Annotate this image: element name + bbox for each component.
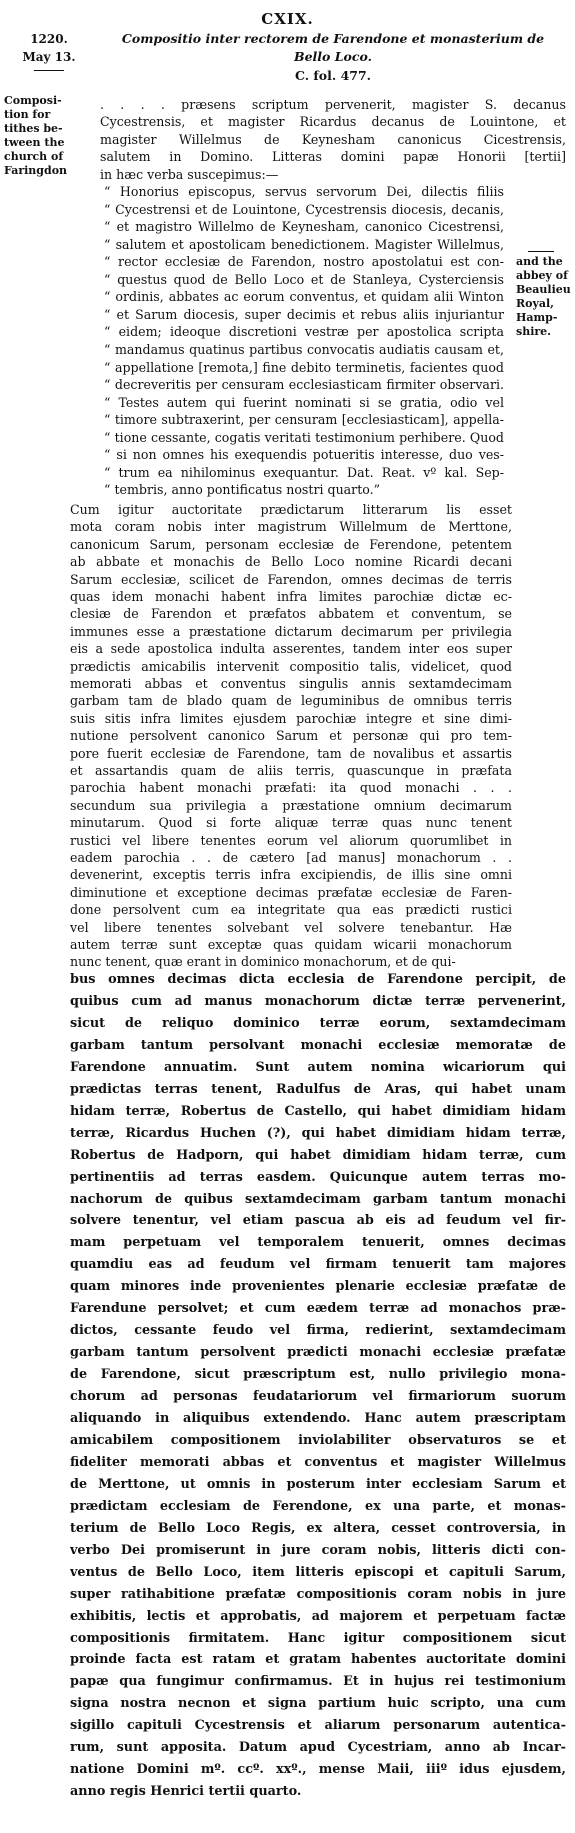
text-line: de Farendone, sicut præscriptum est, nullo privilegio mona- — [70, 1367, 566, 1383]
text-line: natione Domini mº. ccº. xxº., mense Maii, iiiº idus ejusdem, — [70, 1762, 566, 1778]
text-line: in hæc verba suscepimus:— — [100, 166, 279, 182]
text-line: sicut de reliquo dominico terræ eorum, sextamdecimam — [70, 1015, 566, 1031]
margin-note-line: Royal, — [516, 297, 555, 310]
text-line: mota coram nobis inter magistrum Willelmum de Merttone, — [70, 519, 512, 535]
margin-note-right — [516, 248, 574, 339]
text-line: dictos, cessante feudo vel firma, redierint, sextamdecimam — [70, 1323, 566, 1339]
text-line: “ Cycestrensi et de Louintone, Cycestrensis diocesis, decanis, — [104, 201, 504, 217]
text-line: “ trum ea nihilominus exequantur. Dat. Reat. vº kal. Sep- — [104, 464, 504, 480]
text-line: minutarum. Quod si forte aliquæ terræ quas nunc tenent — [70, 815, 512, 831]
text-line: exhibitis, lectis et approbatis, ad majorem et perpetuam factæ — [70, 1608, 566, 1624]
folio-reference: C. fol. 477. — [294, 68, 372, 83]
margin-note-line: Beaulieu — [516, 283, 571, 296]
date-divider — [34, 70, 64, 71]
text-line: immunes esse a præstatione dictarum decimarum per privilegia — [70, 623, 512, 639]
margin-note-line: tion for — [4, 108, 51, 121]
title-line: Bello Loco. — [294, 49, 372, 64]
document-number: CXIX. — [261, 10, 314, 28]
text-line: nunc tenent, quæ erant in dominico monachorum, et de qui- — [70, 954, 456, 970]
text-line: anno regis Henrici tertii quarto. — [70, 1784, 302, 1800]
text-line: Cum igitur auctoritate prædictarum litterarum lis esset — [70, 502, 512, 517]
text-line: quas idem monachi habent infra limites parochiæ dictæ ec- — [70, 589, 512, 604]
margin-note-line: church of — [4, 150, 64, 163]
text-line: secundum sua privilegia a præstatione omnium decimarum — [70, 797, 512, 813]
margin-note-line: and the — [516, 255, 563, 268]
text-line: “ eidem; ideoque discretioni vestræ per apostolica scripta — [104, 324, 504, 340]
text-line: “ si non omnes his exequendis potueritis interesse, duo ves- — [104, 447, 504, 463]
text-line: diminutione et exceptione decimas præfatæ ecclesiæ de Faren- — [70, 884, 512, 900]
text-line: garbam tam de blado quam de leguminibus de omnibus terris — [70, 693, 512, 709]
text-line: . . . . præsens scriptum pervenerit, magister S. decanus — [100, 97, 566, 112]
text-line: “ ordinis, abbates ac eorum conventus, et quidam alii Winton — [104, 289, 504, 305]
text-line: autem terræ sunt exceptæ quas quidam wicarii monachorum — [70, 937, 512, 952]
text-line: quam minores inde provenientes plenarie ecclesiæ præfatæ de — [70, 1279, 566, 1295]
text-line: ab abbate et monachis de Bello Loco nomine Ricardi decani — [70, 554, 512, 570]
text-line: Farendune persolvet; et cum eædem terræ ad monachos præ- — [70, 1301, 566, 1317]
text-line: super ratihabitione præfatæ compositionis coram nobis in jure — [70, 1586, 566, 1602]
text-line: “ Testes autem qui fuerint nominati si se gratia, odio vel — [104, 394, 504, 410]
document-title — [100, 30, 566, 66]
text-line: pertinentiis ad terras easdem. Quicunque autem terras mo- — [70, 1169, 566, 1185]
text-line: fideliter memorati abbas et conventus et magister Willelmus — [70, 1454, 566, 1470]
text-line: memorati abbas et conventus singulis annis sextamdecimam — [70, 676, 512, 691]
text-line: aliquando in aliquibus extendendo. Hanc autem præscriptam — [70, 1411, 566, 1426]
text-line: “ rector ecclesiæ de Farendon, nostro apostolatui est con- — [104, 254, 504, 270]
text-line: compositionis firmitatem. Hanc igitur compositionem sicut — [70, 1630, 566, 1646]
text-line: Robertus de Hadporn, qui habet dimidiam hidam terræ, cum — [70, 1147, 566, 1163]
date-year: 1220. — [30, 32, 68, 46]
text-line: “ mandamus quatinus partibus convocatis audiatis causam et, — [104, 341, 504, 357]
text-line: “ questus quod de Bello Loco et de Stanleya, Cysterciensis — [104, 271, 504, 287]
text-line: hidam terræ, Robertus de Castello, qui habet dimidiam hidam — [70, 1103, 566, 1119]
text-line: “ Honorius episcopus, servus servorum Dei, dilectis filiis — [104, 184, 504, 199]
margin-note-line: tween the — [4, 136, 65, 149]
text-line: ventus de Bello Loco, item litteris episcopi et capituli Sarum, — [70, 1564, 566, 1580]
text-line: proinde facta est ratam et gratam habentes auctoritate domini — [70, 1652, 566, 1668]
text-line: nutione persolvent canonico Sarum et personæ qui pro tem- — [70, 728, 512, 744]
text-line: magister Willelmus de Keynesham canonicus Cicestrensis, — [100, 131, 566, 147]
text-line: “ timore subtraxerint, per censuram [ecclesiasticam], appella- — [104, 412, 504, 428]
text-line: “ tembris, anno pontificatus nostri quarto.” — [104, 482, 381, 498]
text-line: quibus cum ad manus monachorum dictæ terræ pervenerint, — [70, 993, 566, 1009]
text-line: chorum ad personas feudatariorum vel firmariorum suorum — [70, 1389, 566, 1405]
text-line: salutem in Domino. Litteras domini papæ Honorii [tertii] — [100, 149, 566, 165]
text-line: suis sitis infra limites ejusdem parochiæ integre et sine dimi- — [70, 710, 512, 726]
text-line: sigillo capituli Cycestrensis et aliarum personarum autentica- — [70, 1718, 566, 1734]
margin-note-line: Composi- — [4, 94, 62, 107]
text-line: “ et magistro Willelmo de Keynesham, canonico Cicestrensi, — [104, 219, 504, 235]
title-line: Compositio inter rectorem de Farendone et monasterium de — [121, 31, 545, 46]
text-line: et assartandis quam de aliis terris, quascunque in præfata — [70, 763, 512, 778]
text-line: “ tione cessante, cogatis veritati testimonium perhibere. Quod — [104, 429, 504, 445]
text-line: “ decreveritis per censuram ecclesiasticam firmiter observari. — [104, 377, 504, 393]
margin-note-line: abbey of — [516, 269, 568, 282]
text-line: “ appellatione [remota,] fine debito terminetis, facientes quod — [104, 359, 504, 375]
text-line: devenerint, exceptis terris infra excipiendis, de illis sine omni — [70, 867, 512, 883]
text-line: Farendone annuatim. Sunt autem nomina wicariorum qui — [70, 1059, 566, 1075]
date-block — [6, 30, 92, 71]
text-line: “ et Sarum diocesis, super decimis et rebus aliis injuriantur — [104, 306, 504, 322]
text-line: eis a sede apostolica indulta asserentes, tandem inter eos super — [70, 641, 512, 657]
text-line: terium de Bello Loco Regis, ex altera, cesset controversia, in — [70, 1520, 566, 1536]
text-line: clesiæ de Farendon et præfatos abbatem et conventum, se — [70, 606, 512, 622]
text-line: terræ, Ricardus Huchen (?), qui habet dimidiam hidam terræ, — [70, 1125, 566, 1141]
text-line: “ salutem et apostolicam benedictionem. Magister Willelmus, — [104, 236, 504, 252]
text-line: quamdiu eas ad feudum vel firmam tenuerit tam majores — [70, 1257, 566, 1273]
text-line: garbam tantum persolvant monachi ecclesiæ memoratæ de — [70, 1037, 566, 1053]
margin-note-line: Faringdon — [4, 164, 68, 177]
text-line: rum, sunt apposita. Datum apud Cycestriam, anno ab Incar- — [70, 1740, 566, 1756]
text-line: mam perpetuam vel temporalem tenuerit, omnes decimas — [70, 1235, 566, 1251]
date-day: May 13. — [22, 50, 76, 64]
text-line: pore fuerit ecclesiæ de Farendone, tam de novalibus et assartis — [70, 745, 512, 761]
text-line: signa nostra necnon et signa partium huic scripto, una cum — [70, 1696, 566, 1712]
text-line: prædictas terras tenent, Radulfus de Aras, qui habet unam — [70, 1081, 566, 1097]
margin-note-left — [4, 94, 88, 178]
text-line: canonicum Sarum, personam ecclesiæ de Ferendone, petentem — [70, 536, 512, 552]
text-line: Cycestrensis, et magister Ricardus decanus de Louintone, et — [100, 114, 566, 130]
margin-note-line: shire. — [516, 325, 551, 338]
margin-note-line: tithes be- — [4, 122, 63, 135]
text-line: amicabilem compositionem inviolabiliter observaturos se et — [70, 1432, 566, 1448]
text-line: Sarum ecclesiæ, scilicet de Farendon, omnes decimas de terris — [70, 571, 512, 587]
text-line: prædictam ecclesiam de Ferendone, ex una parte, et monas- — [70, 1498, 566, 1514]
text-line: rustici vel libere tenentes eorum vel aliorum quorumlibet in — [70, 832, 512, 848]
text-line: garbam tantum persolvent prædicti monachi ecclesiæ præfatæ — [70, 1345, 566, 1361]
text-line: parochia habent monachi præfati: ita quod monachi . . . — [70, 780, 512, 796]
text-line: verbo Dei promiserunt in jure coram nobis, litteris dicti con- — [70, 1542, 566, 1558]
margin-note-line: Hamp- — [516, 311, 558, 324]
text-line: de Merttone, ut omnis in posterum inter ecclesiam Sarum et — [70, 1476, 566, 1492]
text-line: bus omnes decimas dicta ecclesia de Farendone percipit, de — [70, 972, 566, 987]
text-line: nachorum de quibus sextamdecimam garbam tantum monachi — [70, 1191, 566, 1207]
text-line: done persolvent cum ea integritate qua eas prædicti rustici — [70, 902, 512, 918]
text-line: vel libere tenentes solvebant vel solvere tenebantur. Hæ — [70, 919, 512, 935]
text-line: eadem parochia . . de cætero [ad manus] monachorum . . — [70, 850, 512, 865]
text-line: solvere tenentur, vel etiam pascua ab eis ad feudum vel fir- — [70, 1213, 566, 1229]
text-line: papæ qua fungimur confirmamus. Et in hujus rei testimonium — [70, 1674, 566, 1690]
text-line: prædictis amicabilis intervenit compositio talis, videlicet, quod — [70, 658, 512, 674]
margin-divider — [528, 251, 554, 252]
